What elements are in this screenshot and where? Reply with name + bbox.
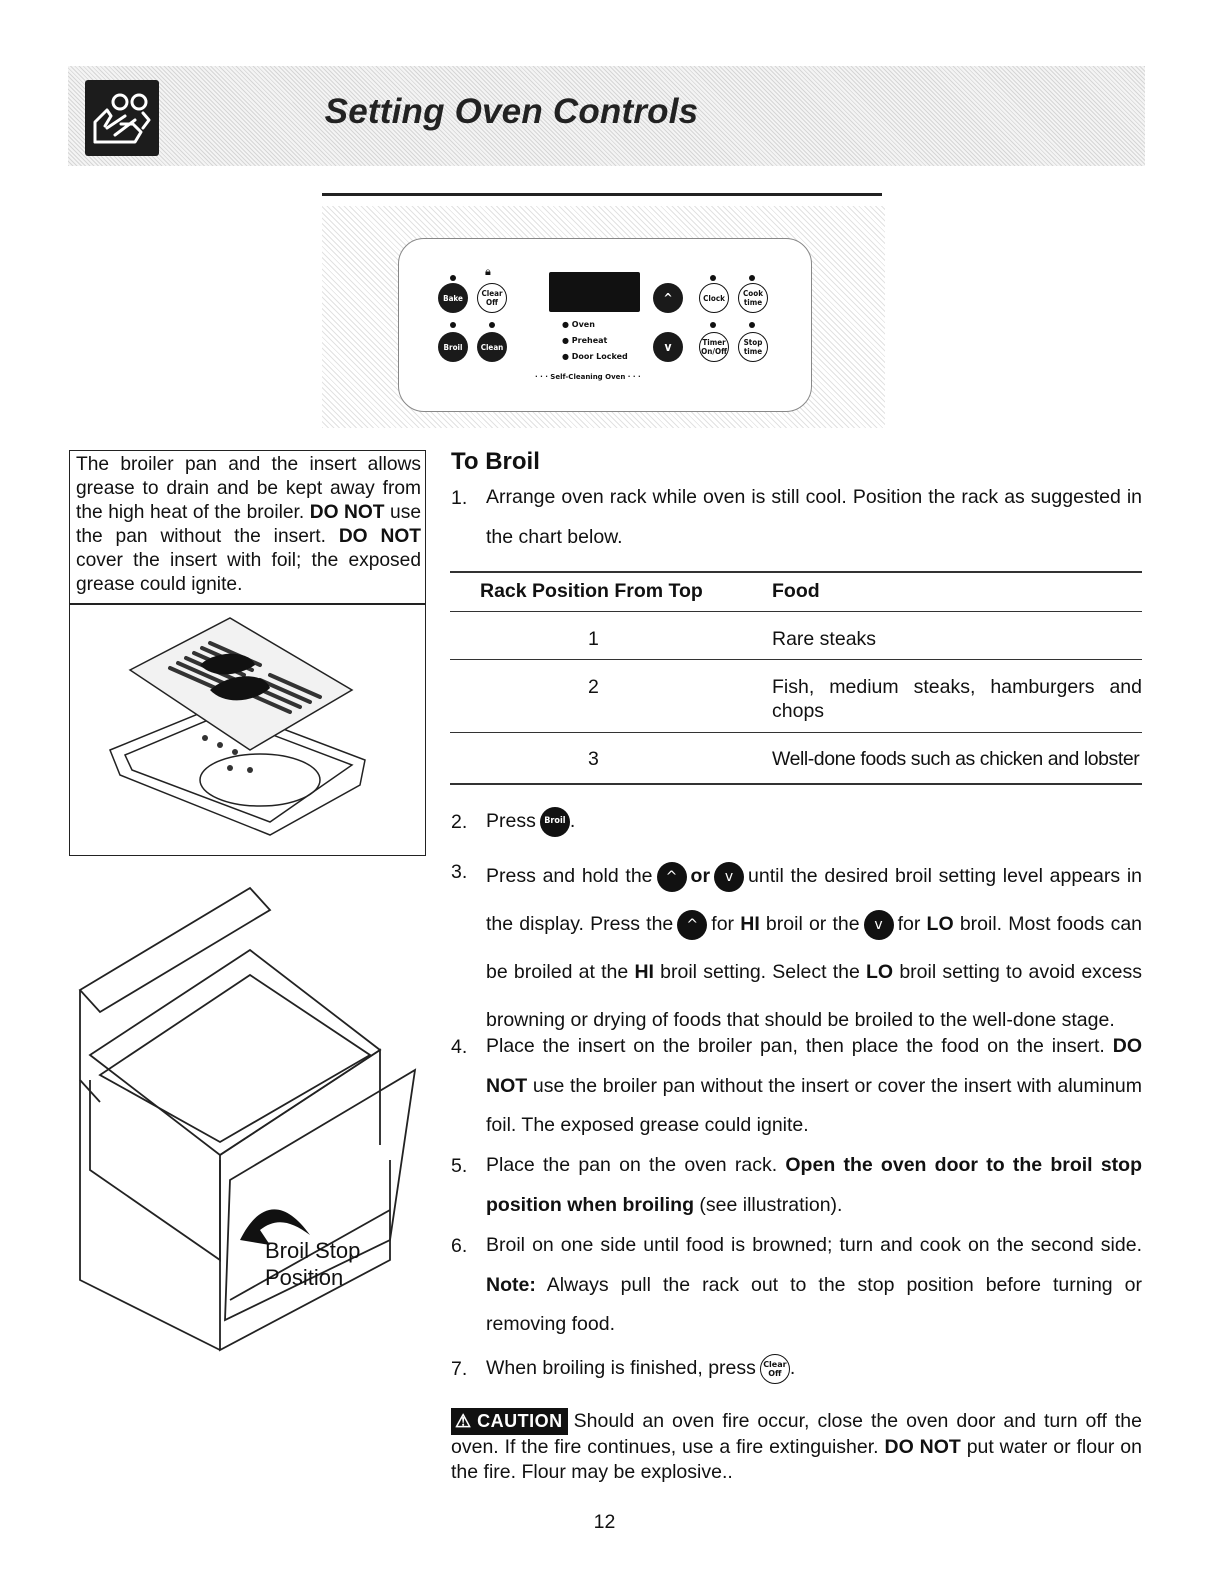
clock-button[interactable]: Clock (699, 283, 729, 313)
step-number: 3. (451, 861, 468, 883)
broil-indicator-dot (450, 322, 456, 328)
self-cleaning-label: · · · Self-Cleaning Oven · · · (535, 373, 641, 381)
door-locked-indicator: ● Door Locked (562, 352, 628, 361)
step-4-text: Place the insert on the broiler pan, then place the food on the insert. DO NOT use the broiler pan without the insert or cover the insert with aluminum foil. The exposed grease could ignite. (486, 1035, 1143, 1136)
broiler-pan-illustration (90, 610, 410, 850)
section-title: To Broil (451, 448, 540, 475)
oven-indicator: ● Oven (562, 320, 595, 329)
step-number: 4. (451, 1036, 468, 1058)
up-arrow-icon: ^ (657, 862, 687, 892)
step-7-text: When broiling is finished, press Clear Off . (486, 1349, 1142, 1389)
table-header-food: Food (772, 580, 820, 602)
table-rule (450, 732, 1142, 733)
broil-stop-label: Broil Stop (265, 1238, 361, 1263)
lock-icon: 🔒︎ (485, 266, 491, 278)
clock-indicator-dot (710, 275, 716, 281)
table-cell-position: 1 (588, 628, 599, 650)
range-broil-stop-illustration (70, 880, 430, 1365)
preheat-indicator: ● Preheat (562, 336, 608, 345)
cook-time-button[interactable]: Cook time (738, 283, 768, 313)
step-5-text: Place the pan on the oven rack. Open the oven door to the broil stop position when broiling (see illustration). (486, 1154, 1142, 1216)
oven-display (549, 272, 640, 312)
step-number: 5. (451, 1155, 468, 1177)
stop-time-button[interactable]: Stop time (738, 332, 768, 362)
caution-note: ⚠ CAUTION Should an oven fire occur, close the oven door and turn off the oven. If the fire continues, use a fire extinguisher. DO NOT put water or flour on the fire. Flour may be explosive.. (451, 1410, 1142, 1483)
table-rule (450, 659, 1142, 660)
position-label: Position (265, 1265, 344, 1290)
step-6-text: Broil on one side until food is browned; turn and cook on the second side. Note: Always pull the rack out to the stop position before turning or removing food. (486, 1234, 1143, 1335)
clean-button[interactable]: Clean (477, 332, 507, 362)
table-rule (450, 571, 1142, 573)
up-arrow-icon: ^ (677, 910, 707, 940)
clean-indicator-dot (489, 322, 495, 328)
timer-on-off-button[interactable]: Timer On/Off (699, 332, 729, 362)
caution-badge: ⚠ CAUTION (451, 1408, 568, 1435)
step-2-text: Press Broil . (486, 802, 1142, 842)
table-cell-food: Fish, medium steaks, hamburgers and chops (772, 676, 1142, 722)
broil-button: Broil (540, 807, 570, 837)
step-number: 1. (451, 487, 468, 509)
step-number: 2. (451, 811, 468, 833)
table-cell-food: Rare steaks (772, 628, 877, 650)
clear-off-button[interactable]: Clear Off (477, 283, 507, 313)
divider (69, 603, 426, 605)
step-3-text: Press and hold the ^ or v until the desired broil setting level appears in the display. Press the ^ for HI broil or the v for LO broil. Most foods can be broiled at the HI broil setting. Select the LO broil setting to avoid excess browning or drying of foods that should be broiled to the well-done stage. (486, 852, 1142, 1044)
timer-indicator-dot (710, 322, 716, 328)
divider (322, 193, 882, 196)
note-text: The broiler pan and the insert allows grease to drain and be kept away from the high heat of the broiler. DO NOT use the pan without the insert. DO NOT cover the insert with foil; the exposed grease could ignite. (76, 454, 421, 595)
step-number: 7. (451, 1358, 468, 1380)
cook-time-indicator-dot (749, 275, 755, 281)
clear-off-button: Clear Off (760, 1354, 790, 1384)
table-header-rack-position: Rack Position From Top (480, 580, 703, 602)
table-cell-food: Well-done foods such as chicken and lobster (772, 748, 1140, 770)
down-arrow-button[interactable]: v (653, 332, 683, 362)
down-arrow-icon: v (714, 862, 744, 892)
table-rule (450, 783, 1142, 785)
bake-button[interactable]: Bake (438, 283, 468, 313)
step-number: 6. (451, 1235, 468, 1257)
step-1-text: Arrange oven rack while oven is still cool. Position the rack as suggested in the chart below. (486, 486, 1142, 548)
stop-time-indicator-dot (749, 322, 755, 328)
table-cell-position: 3 (588, 748, 599, 770)
table-rule (450, 611, 1142, 612)
page-title: Setting Oven Controls (324, 92, 699, 131)
table-cell-position: 2 (588, 676, 599, 698)
bake-indicator-dot (450, 275, 456, 281)
page-number: 12 (593, 1511, 616, 1533)
down-arrow-icon: v (864, 910, 894, 940)
broil-button[interactable]: Broil (438, 332, 468, 362)
up-arrow-button[interactable]: ^ (653, 283, 683, 313)
